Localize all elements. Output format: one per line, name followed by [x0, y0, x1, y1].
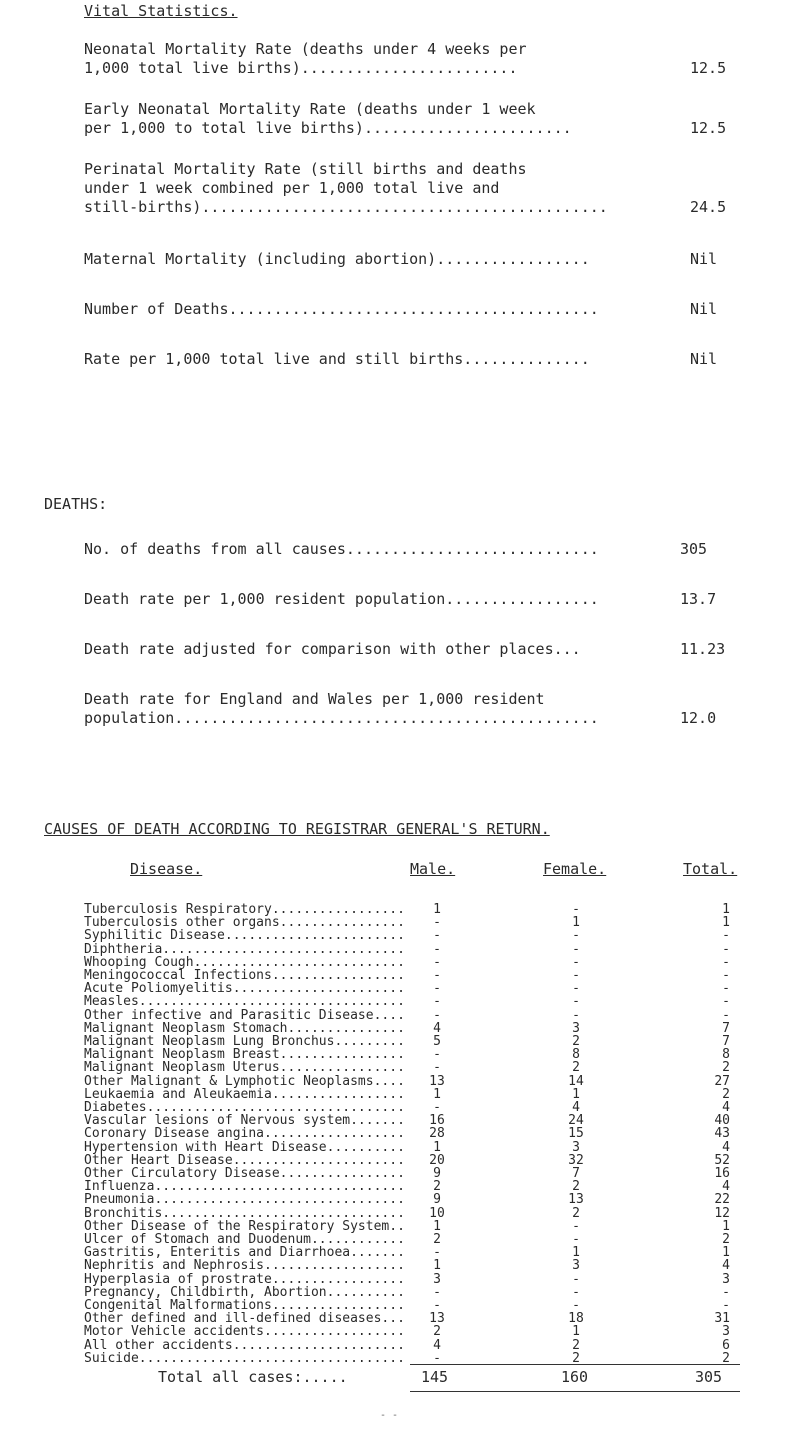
female-cell: -: [572, 968, 580, 983]
female-cell: -: [572, 1232, 580, 1247]
total-cell: 4: [722, 1258, 730, 1274]
male-cell: 16: [429, 1113, 445, 1129]
male-cell: 13: [429, 1311, 445, 1327]
male-cell: 1: [433, 902, 441, 917]
death-stat-line: population...............................................: [84, 709, 599, 727]
female-cell: 3: [572, 1258, 580, 1274]
disease-cell: Other Malignant & Lymphotic Neoplasms....: [84, 1073, 405, 1089]
death-stat-value: 12.0: [680, 709, 717, 727]
stat-line: Maternal Mortality (including abortion).................: [84, 250, 590, 268]
disease-cell: Acute Poliomyelitis......................: [84, 981, 405, 997]
male-cell: -: [433, 968, 441, 983]
male-cell: -: [433, 1350, 441, 1366]
total-cell: 4: [722, 1179, 730, 1195]
male-cell: -: [433, 941, 441, 957]
male-cell: -: [433, 1284, 441, 1300]
total-cell: 7: [722, 1020, 730, 1036]
disease-cell: Leukaemia and Aleukaemia.................: [84, 1086, 405, 1102]
total-cell: 2: [722, 1060, 730, 1076]
total-cell: 16: [714, 1166, 730, 1181]
female-cell: -: [572, 981, 580, 997]
female-cell: -: [572, 941, 580, 957]
disease-cell: Bronchitis...............................: [84, 1205, 405, 1221]
disease-cell: Whooping Cough...........................: [84, 954, 405, 970]
totals-female: 160: [561, 1368, 589, 1386]
stat-line: per 1,000 to total live births).......................: [84, 119, 572, 137]
female-cell: 1: [572, 1324, 580, 1340]
stat-value: 24.5: [690, 198, 727, 216]
col-header-total: Total.: [683, 860, 738, 878]
male-cell: -: [433, 954, 441, 970]
total-cell: 1: [722, 1218, 730, 1234]
female-cell: -: [572, 902, 580, 917]
disease-cell: Other Disease of the Respiratory System..: [84, 1218, 405, 1234]
disease-cell: Influenza................................: [84, 1179, 405, 1195]
female-cell: -: [572, 994, 580, 1010]
disease-cell: Ulcer of Stomach and Duodenum............: [84, 1232, 405, 1247]
disease-cell: Malignant Neoplasm Uterus................: [84, 1060, 405, 1076]
male-cell: 2: [433, 1324, 441, 1340]
table-row: [0, 1351, 801, 1370]
col-header-female: Female.: [543, 860, 607, 878]
female-cell: -: [572, 1007, 580, 1023]
disease-cell: Tuberculosis Respiratory.................: [84, 902, 405, 917]
death-stat-line: No. of deaths from all causes............................: [84, 540, 599, 558]
totals-rule-bottom: [410, 1391, 740, 1392]
disease-cell: Malignant Neoplasm Stomach...............: [84, 1020, 405, 1036]
female-cell: 8: [572, 1047, 580, 1063]
female-cell: 1: [572, 915, 580, 931]
disease-cell: Other Heart Disease......................: [84, 1152, 405, 1168]
total-cell: -: [722, 994, 730, 1010]
disease-cell: Coronary Disease angina..................: [84, 1126, 405, 1142]
disease-cell: Gastritis, Enteritis and Diarrhoea.......: [84, 1245, 405, 1261]
female-cell: 3: [572, 1139, 580, 1155]
male-cell: 1: [433, 1218, 441, 1234]
disease-cell: Vascular lesions of Nervous system.......: [84, 1113, 405, 1129]
totals-total: 305: [695, 1368, 723, 1386]
male-cell: -: [433, 1245, 441, 1261]
death-stat-value: 13.7: [680, 590, 717, 608]
total-cell: 22: [714, 1192, 730, 1208]
male-cell: 2: [433, 1232, 441, 1247]
disease-cell: Congenital Malformations.................: [84, 1298, 405, 1313]
stat-line: Rate per 1,000 total live and still births..............: [84, 350, 590, 368]
disease-cell: Suicide..................................: [84, 1350, 405, 1366]
stat-line: Neonatal Mortality Rate (deaths under 4 weeks per: [84, 40, 527, 58]
male-cell: 28: [429, 1126, 445, 1142]
disease-cell: Measles..................................: [84, 994, 405, 1010]
total-cell: 1: [722, 902, 730, 917]
female-cell: 32: [568, 1152, 584, 1168]
stat-line: 1,000 total live births)........................: [84, 59, 518, 77]
male-cell: -: [433, 915, 441, 931]
col-header-disease: Disease.: [130, 860, 203, 878]
female-cell: 15: [568, 1126, 584, 1142]
male-cell: -: [433, 1100, 441, 1115]
total-cell: 2: [722, 1350, 730, 1366]
female-cell: -: [572, 1284, 580, 1300]
total-cell: -: [722, 1284, 730, 1300]
total-cell: -: [722, 954, 730, 970]
total-cell: 3: [722, 1271, 730, 1287]
death-stat-value: 11.23: [680, 640, 726, 658]
female-cell: 24: [568, 1113, 584, 1129]
female-cell: 14: [568, 1073, 584, 1089]
male-cell: -: [433, 994, 441, 1010]
female-cell: 13: [568, 1192, 584, 1208]
male-cell: 20: [429, 1152, 445, 1168]
male-cell: 4: [433, 1337, 441, 1353]
disease-cell: Pneumonia................................: [84, 1192, 405, 1208]
male-cell: -: [433, 1047, 441, 1063]
disease-cell: Tuberculosis other organs................: [84, 915, 405, 931]
totals-male: 145: [421, 1368, 449, 1386]
total-cell: 2: [722, 1232, 730, 1247]
col-header-male: Male.: [410, 860, 456, 878]
total-cell: 1: [722, 1245, 730, 1261]
total-cell: 3: [722, 1324, 730, 1340]
total-cell: -: [722, 928, 730, 944]
female-cell: 18: [568, 1311, 584, 1327]
death-stat-line: Death rate adjusted for comparison with other places...: [84, 640, 581, 658]
disease-cell: Malignant Neoplasm Lung Bronchus.........: [84, 1034, 405, 1049]
male-cell: 5: [433, 1034, 441, 1049]
total-cell: 43: [714, 1126, 730, 1142]
total-cell: 4: [722, 1139, 730, 1155]
totals-rule: [410, 1364, 740, 1365]
disease-cell: Diabetes.................................: [84, 1100, 405, 1115]
male-cell: 2: [433, 1179, 441, 1195]
page-mark: - -: [380, 1410, 399, 1421]
female-cell: 2: [572, 1337, 580, 1353]
female-cell: 4: [572, 1100, 580, 1115]
female-cell: 7: [572, 1166, 580, 1181]
male-cell: 10: [429, 1205, 445, 1221]
disease-cell: Pregnancy, Childbirth, Abortion..........: [84, 1284, 405, 1300]
stat-value: Nil: [690, 350, 718, 368]
stat-line: under 1 week combined per 1,000 total live and: [84, 179, 500, 197]
disease-cell: Syphilitic Disease.......................: [84, 928, 405, 944]
female-cell: 1: [572, 1086, 580, 1102]
disease-cell: Hypertension with Heart Disease..........: [84, 1139, 405, 1155]
male-cell: 3: [433, 1271, 441, 1287]
female-cell: -: [572, 1298, 580, 1313]
total-cell: -: [722, 1007, 730, 1023]
disease-cell: Motor Vehicle accidents..................: [84, 1324, 405, 1340]
section-title: Vital Statistics.: [84, 2, 238, 20]
female-cell: 2: [572, 1350, 580, 1366]
disease-cell: Other infective and Parasitic Disease....: [84, 1007, 405, 1023]
disease-cell: Meningococcal Infections.................: [84, 968, 405, 983]
death-stat-line: Death rate for England and Wales per 1,000 resident: [84, 690, 545, 708]
female-cell: -: [572, 1271, 580, 1287]
male-cell: -: [433, 1298, 441, 1313]
deaths-heading: DEATHS:: [44, 495, 108, 513]
male-cell: 1: [433, 1258, 441, 1274]
male-cell: 13: [429, 1073, 445, 1089]
male-cell: 1: [433, 1086, 441, 1102]
total-cell: 52: [714, 1152, 730, 1168]
female-cell: 3: [572, 1020, 580, 1036]
total-cell: 8: [722, 1047, 730, 1063]
disease-cell: Malignant Neoplasm Breast................: [84, 1047, 405, 1063]
total-cell: -: [722, 1298, 730, 1313]
female-cell: 2: [572, 1034, 580, 1049]
male-cell: 9: [433, 1192, 441, 1208]
female-cell: -: [572, 954, 580, 970]
disease-cell: Diphtheria...............................: [84, 941, 405, 957]
female-cell: 2: [572, 1060, 580, 1076]
stat-line: still-births).............................................: [84, 198, 608, 216]
death-stat-value: 305: [680, 540, 708, 558]
total-cell: 40: [714, 1113, 730, 1129]
male-cell: -: [433, 928, 441, 944]
disease-cell: Nephritis and Nephrosis..................: [84, 1258, 405, 1274]
total-cell: 31: [714, 1311, 730, 1327]
female-cell: -: [572, 928, 580, 944]
total-cell: 7: [722, 1034, 730, 1049]
death-stat-line: Death rate per 1,000 resident population.................: [84, 590, 599, 608]
female-cell: -: [572, 1218, 580, 1234]
total-cell: 12: [714, 1205, 730, 1221]
total-cell: -: [722, 941, 730, 957]
female-cell: 2: [572, 1205, 580, 1221]
male-cell: 9: [433, 1166, 441, 1181]
total-cell: 1: [722, 915, 730, 931]
totals-label: Total all cases:.....: [158, 1368, 348, 1386]
male-cell: -: [433, 1007, 441, 1023]
male-cell: -: [433, 981, 441, 997]
total-cell: -: [722, 981, 730, 997]
disease-cell: All other accidents......................: [84, 1337, 405, 1353]
stat-line: Perinatal Mortality Rate (still births and deaths: [84, 160, 527, 178]
stat-line: Early Neonatal Mortality Rate (deaths under 1 week: [84, 100, 536, 118]
female-cell: 2: [572, 1179, 580, 1195]
male-cell: 1: [433, 1139, 441, 1155]
causes-heading: CAUSES OF DEATH ACCORDING TO REGISTRAR GENERAL'S RETURN.: [44, 820, 550, 838]
total-cell: 6: [722, 1337, 730, 1353]
stat-value: 12.5: [690, 59, 727, 77]
male-cell: -: [433, 1060, 441, 1076]
disease-cell: Other defined and ill-defined diseases...: [84, 1311, 405, 1327]
male-cell: 4: [433, 1020, 441, 1036]
disease-cell: Other Circulatory Disease................: [84, 1166, 405, 1181]
female-cell: 1: [572, 1245, 580, 1261]
stat-value: 12.5: [690, 119, 727, 137]
stat-line: Number of Deaths.........................................: [84, 300, 599, 318]
disease-cell: Hyperplasia of prostrate.................: [84, 1271, 405, 1287]
total-cell: -: [722, 968, 730, 983]
total-cell: 2: [722, 1086, 730, 1102]
total-cell: 4: [722, 1100, 730, 1115]
stat-value: Nil: [690, 300, 718, 318]
total-cell: 27: [714, 1073, 730, 1089]
stat-value: Nil: [690, 250, 718, 268]
